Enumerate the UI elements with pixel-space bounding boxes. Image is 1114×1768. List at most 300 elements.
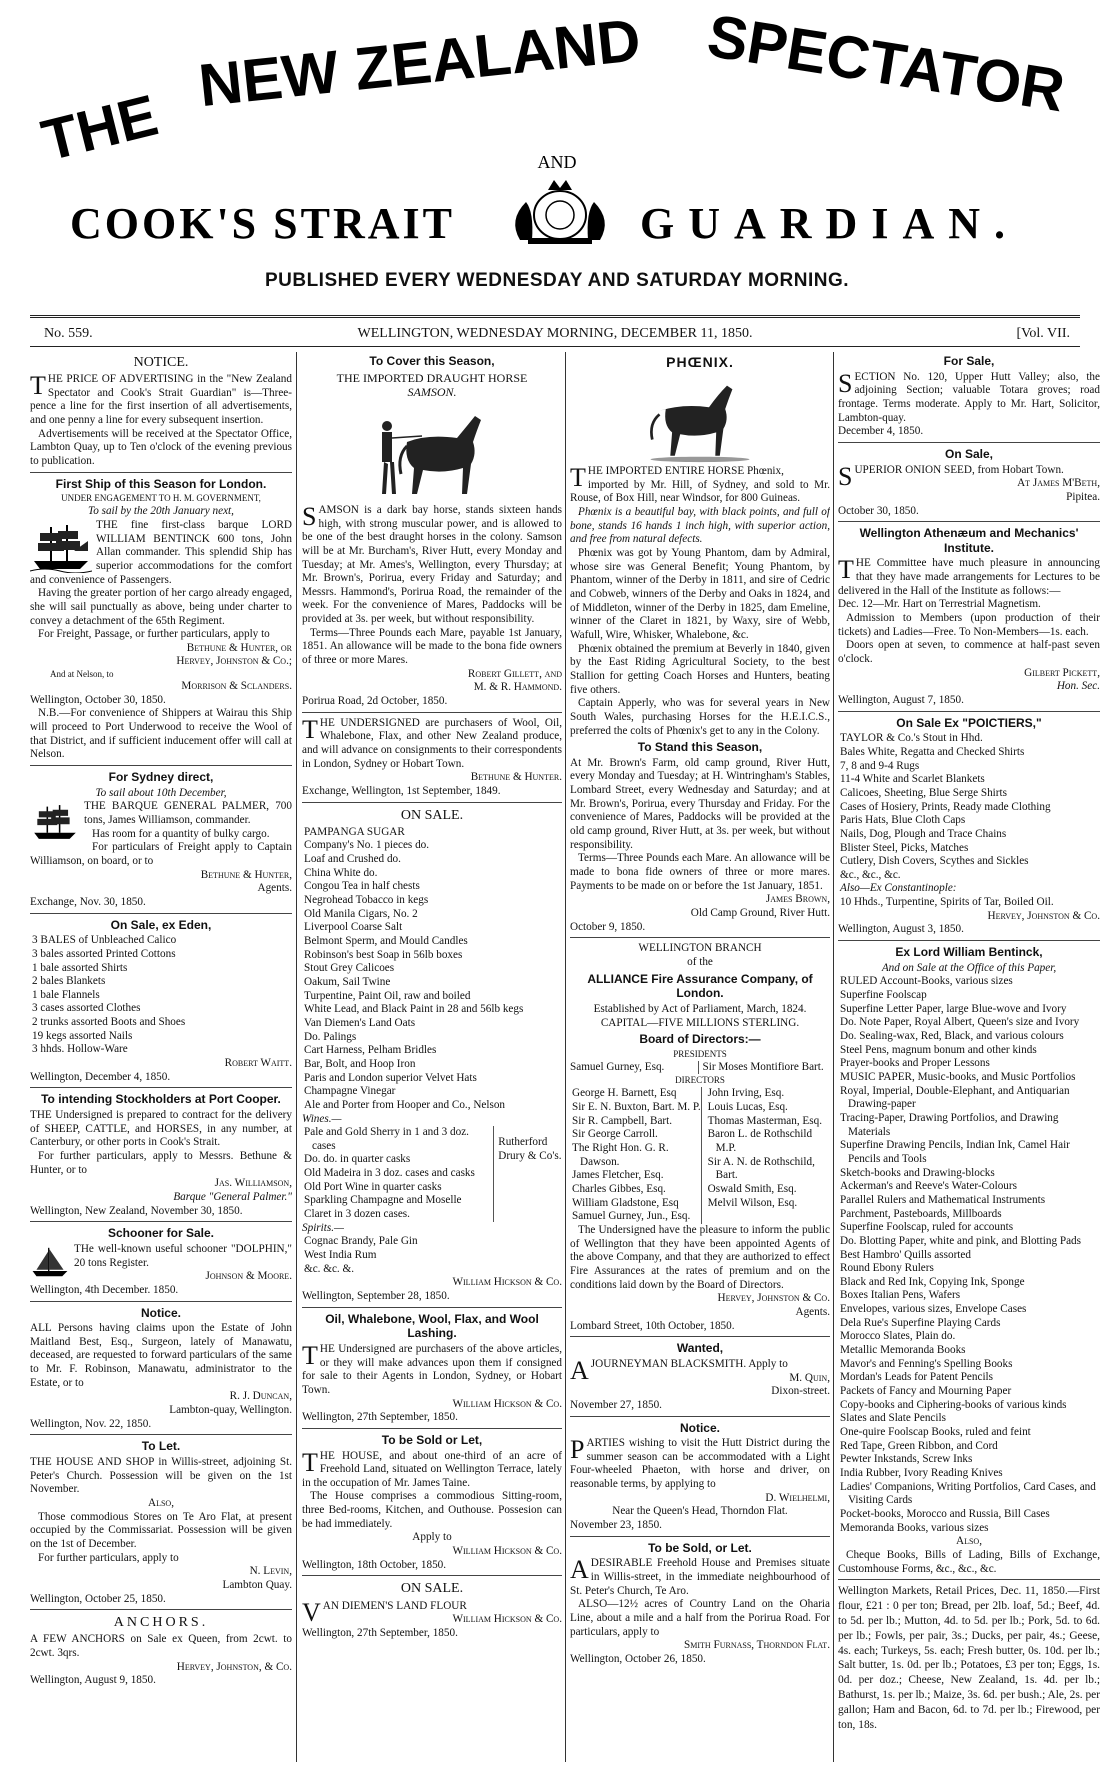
list-item: 2 trunks assorted Boots and Shoes: [32, 1016, 186, 1029]
list-item: Paris Hats, Blue Cloth Caps: [840, 814, 966, 827]
ad-text: For further particulars, apply to: [38, 1551, 179, 1564]
list-item: Sir R. Campbell, Bart.: [572, 1114, 673, 1127]
ad-anchors: [30, 1614, 292, 1691]
ad-text: SECTION No. 120, Upper Hutt Valley; also, the adjoining Section; valuable Totara groves; road frontage. Terms moderate. Apply to Mr. Hart, Solicitor, Lambton-quay.: [838, 368, 1100, 424]
ad-heading: NOTICE.: [133, 355, 189, 370]
list-item: 19 kegs assorted Nails: [32, 1029, 133, 1042]
list-item: Cutlery, Dish Covers, Scythes and Sickles: [840, 855, 1029, 868]
ad-schooner: [30, 1226, 292, 1301]
column-1: [30, 352, 292, 1762]
ad-title: WELLINGTON BRANCH: [638, 942, 762, 955]
ad-text: THE UNDERSIGNED are purchasers of Wool, Oil, Whalebone, Flax, and other New Zealand produce, and will advance on consignments to their correspondents in London, Sydney or Hobart Town.: [302, 714, 562, 770]
list-item: Cart Harness, Pelham Bridles: [304, 1044, 437, 1057]
ad-sydney-ship: [30, 770, 292, 914]
list-item: Cognac Brandy, Pale Gin: [304, 1235, 418, 1248]
list-item: Morocco Slates, Plain do.: [840, 1330, 956, 1343]
ad-date: Wellington, 18th October, 1850.: [302, 1558, 447, 1571]
ad-text: THE HOUSE, and about one-third of an acre of Freehold Land, situated on Wellington Terrace, lately in the occupation of Mr. James Taine.: [302, 1447, 562, 1489]
list-item: 3 bales assorted Printed Cottons: [32, 947, 176, 960]
list-item: Van Diemen's Land Oats: [304, 1016, 416, 1029]
ad-heading: To intending Stockholders at Port Cooper.: [41, 1092, 281, 1107]
ad-signature: William Hickson & Co.: [452, 1613, 562, 1626]
ad-signature: Jas. Williamson,: [214, 1177, 292, 1190]
list-item: Negrohead Tobacco in kegs: [304, 894, 429, 907]
ad-text: SUPERIOR ONION SEED, from Hobart Town.: [838, 461, 1064, 491]
list-item: India Rubber, Ivory Reading Knives: [840, 1467, 1003, 1479]
column-4: [838, 352, 1100, 1762]
list-item: Do. do. in quarter casks: [304, 1153, 411, 1166]
list-item: Liverpool Coarse Salt: [304, 921, 403, 934]
ad-date: Wellington, December 4, 1850.: [30, 1070, 171, 1083]
list-item: Old Manila Cigars, No. 2: [304, 907, 418, 920]
list-item: Belmont Sperm, and Mould Candles: [304, 934, 468, 947]
ad-title: THE IMPORTED DRAUGHT HORSE: [336, 370, 528, 385]
list-item: 1 bale Flannels: [32, 988, 100, 1001]
list-item: 3 BALES of Unbleached Calico: [32, 934, 177, 947]
ad-signature: William Hickson & Co.: [452, 1397, 562, 1410]
ad-signature: R. J. Duncan,: [229, 1390, 292, 1403]
ad-signature: And at Nelson, to: [50, 669, 114, 680]
ad-heading: Wellington Athenæum and Mechanics' Institute.: [859, 526, 1079, 555]
ad-heading: To Let.: [141, 1439, 181, 1454]
ad-text: Has room for a quantity of bulky cargo.: [92, 827, 270, 840]
list-item: John Irving, Esq.: [707, 1087, 785, 1100]
list-item: Superfine Letter Paper, large Blue-wove and Ivory: [840, 1002, 1067, 1015]
schooner-icon: [30, 1245, 70, 1279]
list-item: &c. &c. &.: [304, 1262, 355, 1275]
ad-heading: To Stand this Season,: [637, 740, 763, 755]
ad-date: December 4, 1850.: [838, 425, 924, 438]
list-item: 11-4 White and Scarlet Blankets: [840, 773, 985, 786]
issue-number: No. 559.: [44, 326, 93, 341]
list-item: William Gladstone, Esq: [572, 1196, 679, 1209]
ad-heading: ALLIANCE Fire Assurance Company, of London.: [587, 971, 813, 1001]
list-item: Sir George Carroll.: [572, 1128, 658, 1141]
ad-signature: Pipitea.: [1066, 490, 1100, 503]
column-2: [302, 352, 562, 1762]
ad-text: For particulars of Freight apply to Captain Williamson, on board, or to: [30, 841, 292, 867]
ad-alliance: [570, 942, 830, 1337]
ad-sailing-date: To sail by the 20th January next,: [88, 505, 234, 518]
ad-text: Near the Queen's Head, Thorndon Flat.: [612, 1505, 788, 1518]
list-item: Baron L. de Rothschild M.P.: [707, 1128, 813, 1155]
ad-heading: For Sydney direct,: [108, 770, 214, 785]
list-item: George H. Barnett, Esq: [572, 1087, 677, 1100]
list-item: PAMPANGA SUGAR: [304, 825, 405, 838]
ad-heading: Notice.: [679, 1420, 720, 1435]
ad-date: Wellington, 27th September, 1850.: [302, 1411, 458, 1424]
list-item: Congou Tea in half chests: [304, 880, 420, 893]
ad-text: At Mr. Brown's Farm, old camp ground, River Hutt, every Monday and Tuesday; at H. Wintringham's Stables, Lombard Street, every Wednesday and Saturday; and at Mr. Brown's, Porirua, every Thursday and Friday. For the convenience of Mares, Paddocks will be provided at the old camp ground, River Hutt, at 3s. per week, but without responsibility.: [570, 756, 830, 851]
ad-text: THE Undersigned are purchasers of the above articles, or they will make advances upon them if consigned for sale to their Agents in London, Sydney, or Hobart Town.: [302, 1340, 562, 1396]
ad-text: THE BARQUE GENERAL PALMER, 700 tons, James Williamson, commander.: [84, 800, 292, 826]
ad-text: THE fine first-class barque LORD WILLIAM BENTINCK 600 tons, John Allan commander. This splendid Ship has superior accommodations for the comfort and convenience of Passengers.: [30, 518, 292, 586]
list-item: Superfine Foolscap: [840, 989, 927, 1002]
ad-signature: Lambton Quay.: [222, 1578, 292, 1591]
ad-subheading: UNDER ENGAGEMENT TO H. M. GOVERNMENT,: [61, 493, 261, 504]
list-item: 7, 8 and 9-4 Rugs: [840, 759, 920, 772]
list-item: Do. Note Paper, Royal Albert, Queen's size and Ivory: [840, 1016, 1080, 1029]
ad-subheading: DIRECTORS: [675, 1075, 725, 1086]
masthead-spectator: SPECTATOR: [703, 1, 1070, 125]
ad-text: SAMSON is a dark bay horse, stands sixteen hands high, with strong muscular power, and is allowed to be one of the best draught horses in the colony. Samson will be at Mr. Burcham's, River Hutt, every Monday and Tuesday; at Mr. Ames's, Wellington, every Thursday; at Mr. Brown's, Porirua, every Friday and Saturday; and Messrs. Hammond's, Porirua Road, the remainder of the week. For the convenience of Mares, Paddocks will be provided at 3s. per week, but without responsibility.: [302, 501, 562, 626]
horse-name: SAMSON.: [407, 385, 457, 400]
ad-wanted: [570, 1341, 830, 1416]
ad-signature: Old Camp Ground, River Hutt.: [690, 907, 830, 920]
list-item: China White do.: [304, 866, 378, 879]
goods-list: [30, 934, 292, 1057]
list-item: Royal, Imperial, Double-Elephant, and Antiquarian Drawing-paper: [840, 1084, 1070, 1111]
list-item: Parallel Rulers and Mathematical Instruments: [840, 1193, 1046, 1206]
list-item: Dela Rue's Superfine Playing Cards: [840, 1316, 1001, 1329]
list-item: 10 Hhds., Turpentine, Spirits of Tar, Boiled Oil.: [840, 896, 1054, 909]
directors-left: [570, 1087, 701, 1224]
masthead-cooks-strait: COOK'S STRAIT: [70, 199, 455, 248]
ad-sold-or-let: [302, 1433, 562, 1577]
ad-date: Wellington, August 3, 1850.: [838, 923, 964, 936]
list-item: Pale and Gold Sherry in 1 and 3 doz. cases: [304, 1126, 469, 1152]
list-item: Do. Palings: [304, 1030, 357, 1043]
ad-heading: For Sale,: [943, 354, 995, 368]
dateline: [30, 315, 1080, 347]
list-item: Round Ebony Rulers: [840, 1262, 934, 1275]
ad-signature: Johnson & Moore.: [205, 1270, 292, 1283]
list-item: Cases of Hosiery, Prints, Ready made Clothing: [840, 800, 1051, 813]
list-item: Louis Lucas, Esq.: [707, 1101, 788, 1114]
ad-signature: Bethune & Hunter, or: [186, 641, 292, 654]
ad-date: Exchange, Nov. 30, 1850.: [30, 895, 146, 908]
ad-signature: Agents.: [795, 1305, 830, 1318]
ad-date: Wellington, New Zealand, November 30, 1850.: [30, 1204, 243, 1217]
list-item: Steel Pens, magnum bonum and other kinds: [840, 1043, 1037, 1056]
list-item: Copy-books and Ciphering-books of various kinds: [840, 1398, 1067, 1411]
column-rule: [296, 352, 297, 1762]
presidents-table: [570, 1061, 830, 1075]
list-item: Paris and London superior Velvet Hats: [304, 1071, 477, 1084]
list-item: Samuel Gurney, Jun., Esq.: [572, 1210, 691, 1223]
ad-london-ship: [30, 477, 292, 766]
ad-signature: Hervey, Johnston, & Co.: [176, 1660, 292, 1673]
ad-eden: [30, 918, 292, 1089]
ad-wool-purchasers: [302, 714, 562, 803]
ad-text: Having the greater portion of her cargo already engaged, she will sail punctually as above, being under charter to convey a detachment of the 65th Regiment.: [30, 587, 292, 627]
list-item: MUSIC PAPER, Music-books, and Music Portfolios: [840, 1070, 1076, 1083]
ad-signature: Hervey, Johnston & Co.;: [176, 655, 292, 668]
directors-right: [701, 1087, 830, 1224]
ad-onion-seed: [838, 447, 1100, 522]
list-item: One-quire Foolscap Books, ruled and feint: [840, 1426, 1031, 1439]
list-item: Parchment, Pasteboards, Millboards: [840, 1207, 1002, 1220]
ad-signature: Hervey, Johnston & Co.: [717, 1292, 830, 1305]
list-item: Sketch-books and Drawing-blocks: [840, 1166, 995, 1179]
ad-title: of the: [687, 956, 713, 969]
list-item: Metallic Memoranda Books: [840, 1344, 966, 1357]
goods-list: [302, 826, 562, 1113]
list-item: Do. Blotting Paper, white and pink, and Blotting Pads: [840, 1234, 1082, 1247]
ad-heading: ON SALE.: [400, 807, 464, 823]
wines-heading: Wines.—: [302, 1112, 342, 1125]
sailing-ship-icon: [30, 521, 92, 573]
ad-text: For further particulars, apply to Messrs. Bethune & Hunter, or to: [30, 1150, 292, 1176]
list-item: Superfine Drawing Pencils, Indian Ink, Camel Hair Pencils and Tools: [840, 1139, 1070, 1165]
ad-heading: Notice.: [140, 1305, 181, 1320]
ad-signature: Gilbert Pickett,: [1024, 666, 1100, 679]
ad-signature: Agents.: [257, 882, 292, 895]
list-item: Memoranda Books, various sizes: [840, 1521, 989, 1534]
wines-block: [302, 1126, 562, 1222]
list-item: Envelopes, various sizes, Envelope Cases: [840, 1303, 1027, 1316]
ad-date: Wellington, October 25, 1850.: [30, 1592, 166, 1605]
list-item: &c., &c., &c.: [840, 868, 901, 881]
list-item: Boxes Italian Pens, Wafers: [840, 1289, 961, 1302]
list-item: Tracing-Paper, Drawing Portfolios, and Drawing Materials: [840, 1111, 1059, 1138]
ad-text: THE Undersigned is prepared to contract for the delivery of SHEEP, CATTLE, and HORSES, in any number, at Canterbury, or other ports in Cook's Strait.: [30, 1109, 292, 1149]
list-item: RULED Account-Books, various sizes: [840, 975, 1013, 988]
ad-date: Exchange, Wellington, 1st September, 1849.: [302, 785, 501, 797]
list-item: Old Madeira in 3 doz. cases and casks: [304, 1167, 475, 1180]
list-item: Calicoes, Sheeting, Blue Serge Shirts: [840, 786, 1007, 799]
publication-schedule: PUBLISHED EVERY WEDNESDAY AND SATURDAY MORNING.: [264, 270, 850, 291]
goods-list: [838, 732, 1100, 910]
ad-text: Admission to Members (upon production of their tickets) and Ladies—Free. To Non-Members—1s. each.: [838, 612, 1100, 638]
ad-estate-notice: [30, 1306, 292, 1436]
wines-list: [302, 1126, 493, 1222]
list-item: Also—Ex Constantinople:: [840, 882, 957, 895]
ad-subheading: Also,: [956, 1535, 982, 1548]
ad-phaeton-notice: [570, 1421, 830, 1537]
ad-heading: Ex Lord William Bentinck,: [895, 945, 1043, 960]
list-item: Pewter Inkstands, Screw Inks: [840, 1453, 973, 1466]
ad-date: Wellington, August 7, 1850.: [838, 693, 964, 706]
list-item: Loaf and Crushed do.: [304, 853, 401, 866]
ad-subheading: Also,: [148, 1497, 174, 1510]
ad-text: Advertisements will be received at the Spectator Office, Lambton Quay, up to Ten o'clock of the evening previous to publication.: [30, 427, 292, 468]
list-item: Mavor's and Fenning's Spelling Books: [840, 1357, 1013, 1370]
ad-signature: Hervey, Johnston & Co.: [987, 909, 1100, 922]
ad-heading: On Sale Ex "POICTIERS,": [896, 715, 1042, 730]
ad-date: Wellington, 27th September, 1850.: [302, 1626, 458, 1639]
ad-heading: On Sale, ex Eden,: [110, 917, 212, 932]
ad-text: Established by Act of Parliament, March, 1824.: [593, 1002, 807, 1015]
columns: [30, 352, 1100, 1762]
list-item: Ackerman's and Reeve's Water-Colours: [840, 1180, 1017, 1193]
masthead-guardian: GUARDIAN.: [640, 199, 1019, 248]
ad-text: Terms—Three Pounds each Mare. An allowance will be made to bona fide owners of three or more mares. Payments to be made on or before the 1st January, 1851.: [570, 852, 830, 892]
wines-brand: Rutherford Drury & Co's.: [493, 1126, 562, 1222]
masthead-and: AND: [537, 152, 577, 172]
ad-stationery: [838, 945, 1100, 1580]
ad-sailing-date: To sail about 10th December,: [95, 786, 227, 799]
list-item: Bales White, Regatta and Checked Shirts: [840, 745, 1025, 758]
list-item: James Fletcher, Esq.: [572, 1169, 664, 1182]
ad-poictiers: [838, 716, 1100, 941]
ad-heading: First Ship of this Season for London.: [55, 476, 267, 491]
ad-samson: [302, 354, 562, 713]
list-item: Champagne Vinegar: [304, 1085, 396, 1098]
ad-text: CAPITAL—FIVE MILLIONS STERLING.: [600, 1016, 800, 1029]
column-rule: [833, 352, 834, 1762]
ad-signature: Bethune & Hunter,: [200, 868, 292, 881]
list-item: Thomas Masterman, Esq.: [707, 1114, 823, 1127]
ad-signature: Hon. Sec.: [1056, 680, 1100, 693]
ad-athenaeum: [838, 526, 1100, 711]
ad-text: THE Committee have much pleasure in announcing that they have made arrangements for Lectures to be delivered in the Hall of the Institute as follows:—: [838, 555, 1100, 597]
list-item: TAYLOR & Co.'s Stout in Hhd.: [840, 732, 983, 745]
ad-text: Captain Apperly, who was for several years in New South Wales, purchasing Horses for the H.E.I.C.S., preferred the colts of Phœnix's get to any in the Colony.: [570, 697, 830, 737]
ad-text: For Freight, Passage, or further particulars, apply to: [38, 628, 270, 641]
list-item: Robinson's best Soap in 56lb boxes: [304, 948, 463, 961]
ad-signature: Dixon-street.: [771, 1385, 830, 1398]
ad-on-sale-hickson: [302, 807, 562, 1308]
ad-heading: To be Sold or Let,: [381, 1432, 483, 1447]
ad-heading: Board of Directors:—: [639, 1032, 761, 1047]
column-rule: [565, 352, 566, 1762]
ad-signature: M. Quin,: [789, 1371, 830, 1384]
ad-signature: James Brown,: [765, 893, 830, 906]
ad-text: AJOURNEYMAN BLACKSMITH. Apply to: [570, 1355, 788, 1385]
ad-heading: ANCHORS.: [113, 1615, 209, 1631]
ad-heading: To be Sold, or Let.: [648, 1540, 752, 1555]
ad-text: Phœnix obtained the premium at Beverly in 1840, given by the East Riding Agricultural Society, to the best Stallion for getting Coach Horses and Hunters, beating five others.: [570, 642, 830, 696]
list-item: Red Tape, Green Ribbon, and Cord: [840, 1439, 998, 1452]
list-item: Melvil Wilson, Esq.: [707, 1196, 798, 1209]
ad-date: November 23, 1850.: [570, 1519, 662, 1532]
list-item: Slates and Slate Pencils: [840, 1412, 946, 1425]
ad-date: November 27, 1850.: [570, 1398, 662, 1411]
list-item: Sir A. N. de Rothschild, Bart.: [707, 1155, 815, 1182]
directors-table: [570, 1087, 830, 1224]
sailing-ship-icon: [30, 802, 80, 842]
ad-signature: Morrison & Sclanders.: [181, 680, 292, 693]
list-item: Company's No. 1 pieces do.: [304, 839, 430, 852]
ad-date: Wellington, Nov. 22, 1850.: [30, 1417, 152, 1430]
ad-date: Lombard Street, 10th October, 1850.: [570, 1319, 735, 1332]
ad-signature: Barque "General Palmer.": [173, 1190, 292, 1203]
spirits-list: [302, 1235, 562, 1276]
ad-title: THE IMPORTED ENTIRE HORSE Phœnix,: [570, 463, 784, 493]
masthead-title-art: [0, 0, 1114, 270]
ad-heading: To Cover this Season,: [369, 354, 495, 368]
ad-section-sale: [838, 354, 1100, 443]
list-item: 3 cases assorted Clothes: [32, 1002, 141, 1015]
list-item: Sparkling Champagne and Moselle: [304, 1194, 462, 1207]
ad-signature: William Hickson & Co.: [452, 1545, 562, 1558]
list-item: Claret in 3 dozen cases.: [304, 1208, 410, 1221]
ad-signature: Robert Waitt.: [224, 1057, 292, 1070]
ad-text: Those commodious Stores on Te Aro Flat, at present occupied by the Commissariat. Possession will be given on the 1st of December.: [30, 1510, 292, 1550]
ad-flour: [302, 1580, 562, 1643]
ad-date: October 30, 1850.: [838, 504, 919, 517]
ad-heading: Schooner for Sale.: [107, 1226, 215, 1241]
column-3: [570, 352, 830, 1762]
list-item: Bar, Bolt, and Hoop Iron: [304, 1057, 416, 1070]
list-item: Do. Sealing-wax, Red, Black, and various colours: [840, 1030, 1064, 1042]
list-item: Stout Grey Calicoes: [304, 962, 395, 975]
list-item: Mordan's Leads for Patent Pencils: [840, 1371, 994, 1384]
ad-text: N.B.—For convenience of Shippers at Wairau this Ship will proceed to Port Underwood to receive the Wool of that District, and if sufficient inducement offer will call at Nelson.: [30, 707, 292, 761]
list-item: 1 bale assorted Shirts: [32, 961, 128, 974]
stallion-icon: [635, 373, 765, 463]
ad-text: The Undersigned have the pleasure to inform the public of Wellington that they have been appointed Agents of the above Company, and that they are authorized to effect Fire Assurances at the rates of premium and on the conditions laid down by the Board of Directors.: [570, 1224, 830, 1291]
draught-horse-icon: [362, 402, 502, 502]
ad-text: imported by Mr. Hill, of Sydney, and sold to Mr. Rouse, of Box Hill, near Windsor, for 800 Guineas.: [570, 478, 830, 505]
list-item: West India Rum: [304, 1249, 377, 1262]
list-item: Superfine Foolscap, ruled for accounts: [840, 1221, 1014, 1234]
ad-to-let: [30, 1439, 292, 1610]
list-item: Oswald Smith, Esq.: [707, 1183, 797, 1196]
list-item: Old Port Wine in quarter casks: [304, 1180, 442, 1193]
ad-signature: D. Wielhelmi,: [765, 1491, 830, 1504]
ad-date: October 9, 1850.: [570, 920, 646, 933]
list-item: Ladies' Companions, Writing Portfolios, Card Cases, and Visiting Cards: [840, 1480, 1096, 1507]
ad-subheading: PRESIDENTS: [673, 1048, 727, 1059]
stationery-list: [838, 975, 1100, 1535]
ad-text: Doors open at seven, to commence at half-past seven o'clock.: [838, 639, 1100, 665]
ad-date: Wellington, October 26, 1850.: [570, 1652, 706, 1665]
ad-date: Wellington, August 9, 1850.: [30, 1674, 156, 1687]
ad-signature: N. Levin,: [249, 1565, 292, 1578]
ad-text: Dec. 12—Mr. Hart on Terrestrial Magnetism.: [838, 598, 1041, 611]
ad-text: ADESIRABLE Freehold House and Premises situate in Willis-street, in the immediate neighbourhood of St. Peter's Church, Te Aro.: [570, 1555, 830, 1597]
market-prices: Wellington Markets, Retail Prices, Dec. 11, 1850.—First flour, £21 : 0 per ton; Bread, per 2lb. loaf, 5d.; Beef, 4d. to 5d. per lb.; Mutton, 4d. to 5d. per lb.; Pork, 5d. to 6d. per lb.; Fowls, per pair, 3s.; Ducks, per pair, 4s.; Geese, 4s. each; Turkeys, 5s. each; Fresh butter, 0s. 10d. per lb.; Salt butter, 1s. 0d. per lb.; Potatoes, £3 per ton; Eggs, 1s. 0d. per doz.; Cheese, New Zealand, 1s. 4d. per lb.; Bathurst, 1s. per lb.; Maize, 3s. 6d. per bush.; Ale, 2s. per gallon; Ham and Bacon, 6d. to 7d. per lb.; Firewood, per ton, 18s.: [838, 1585, 1100, 1731]
ad-oil-whalebone: [302, 1312, 562, 1429]
list-item: Best Hambro' Quills assorted: [840, 1248, 971, 1261]
ad-date: Porirua Road, 2d October, 1850.: [302, 695, 448, 708]
spirits-heading: Spirits.—: [302, 1221, 344, 1234]
ad-notice: [30, 354, 292, 473]
ad-heading: Wanted,: [676, 1341, 724, 1356]
list-item: 3 hhds. Hollow-Ware: [32, 1043, 128, 1056]
ad-date: Wellington, October 30, 1850.: [30, 693, 166, 706]
ad-text: Apply to: [412, 1531, 452, 1544]
ad-signature: Smith Furnass, Thorndon Flat.: [684, 1639, 830, 1652]
issue-date: WELLINGTON, WEDNESDAY MORNING, DECEMBER 11, 1850.: [357, 326, 753, 341]
ad-phoenix: [570, 354, 830, 938]
list-item: 2 bales Blankets: [32, 975, 106, 988]
royal-crest-icon: [515, 180, 605, 244]
ad-heading: PHŒNIX.: [666, 354, 734, 370]
ad-heading: Oil, Whalebone, Wool, Flax, and Wool Lashing.: [325, 1311, 539, 1341]
ad-text: THE PRICE OF ADVERTISING in the "New Zealand Spectator and Cook's Strait Guardian" is—Three-pence a line for the first insertion of all advertisements, and one penny a line for every subsequent insertion.: [30, 371, 292, 427]
list-item: Ale and Porter from Hooper and Co., Nelson: [304, 1098, 506, 1111]
masthead-the: THE: [35, 82, 164, 174]
ad-text: THe well-known useful schooner "DOLPHIN," 20 tons Register.: [74, 1242, 292, 1269]
ad-text: Cheque Books, Bills of Lading, Bills of Exchange, Customhouse Forms, &c., &c., &c.: [838, 1548, 1100, 1575]
ad-text: THE HOUSE AND SHOP in Willis-street, adjoining St. Peter's Church. Possession will be given on the 1st November.: [30, 1456, 292, 1496]
ad-text: A FEW ANCHORS on Sale ex Queen, from 2cwt. to 2cwt. 3qrs.: [30, 1633, 292, 1659]
ad-text: ALSO—12½ acres of Country Land on the Oharia Line, about a mile and a half from the Porirua Road. For particulars, apply to: [570, 1598, 830, 1638]
ad-text: Phœnix was got by Young Phantom, dam by Admiral, whose sire was General Benefit; Young Phantom, by Phantom, winner of the Derby in 1811, and sire of Cedric and Cobweb, winners of the Derby and Oaks in 1824, and of Middleton, winner of the Derby in 1825, dam Emeline, winner of the Claret in 1821, by Waxy, sire of Webb, Wafull, Wire, Whisker, Whalebone, &c.: [570, 547, 830, 641]
list-item: Pocket-books, Morocco and Russia, Bill Cases: [840, 1507, 1050, 1520]
masthead: [0, 0, 1114, 320]
ad-heading: On Sale,: [944, 446, 994, 461]
presidents-right: Sir Moses Montifiore Bart.: [698, 1061, 831, 1075]
list-item: The Right Hon. G. R. Dawson.: [572, 1142, 669, 1168]
list-item: Oakum, Sail Twine: [304, 975, 391, 988]
volume-number: [Vol. VII.: [1016, 326, 1070, 341]
presidents-left: Samuel Gurney, Esq.: [570, 1060, 665, 1073]
list-item: Charles Gibbes, Esq.: [572, 1183, 666, 1196]
list-item: Packets of Fancy and Mourning Paper: [840, 1385, 1012, 1398]
ad-text: Phœnix is a beautiful bay, with black points, and full of bone, stands 16 hands 1 inch high, with superior action, and free from natural defects.: [570, 506, 830, 546]
ad-date: Wellington, 4th December. 1850.: [30, 1283, 179, 1296]
ad-subheading: And on Sale at the Office of this Paper,: [881, 961, 1057, 974]
ad-date: Wellington, September 28, 1850.: [302, 1290, 450, 1303]
list-item: Nails, Dog, Plough and Trace Chains: [840, 827, 1007, 840]
ad-signature: M. & R. Hammond.: [473, 681, 562, 694]
list-item: Prayer-books and Proper Lessons: [840, 1057, 990, 1070]
ad-signature: Robert Gillett, and: [467, 667, 562, 680]
